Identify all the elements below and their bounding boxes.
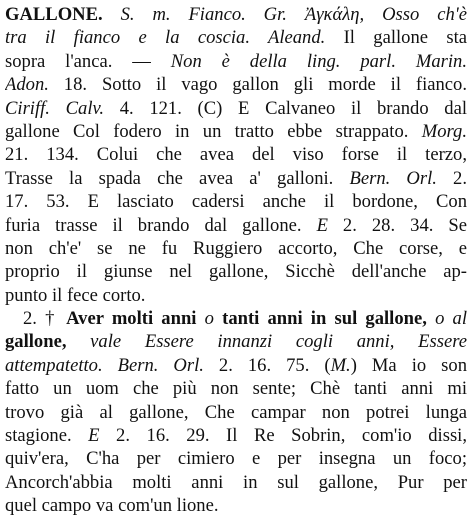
body-text: gallone Col fodero in un tratto ebbe strappato.: [5, 120, 422, 142]
body-text: trovo già al gallone, Che campar non potrei lunga: [5, 401, 467, 423]
headword-text: GALLONE.: [5, 4, 103, 25]
text-line: [5, 190, 467, 213]
italic-text: o: [204, 308, 214, 330]
italic-text: Adon.: [5, 74, 49, 96]
text-line: [5, 330, 467, 353]
body-text: Trasse la spada che avea a' galloni.: [5, 167, 350, 189]
text-line: [5, 167, 467, 190]
italic-text: attempatetto. Bern. Orl.: [5, 354, 204, 376]
body-text: [196, 308, 204, 329]
text-line: [5, 424, 467, 447]
text-line: [5, 284, 467, 307]
body-text: 2. †: [23, 308, 67, 330]
italic-text: Morg.: [421, 120, 467, 142]
body-text: 17. 53. E lasciato cadersi anche il bordone, Con: [5, 191, 467, 213]
body-text: 18. Sotto il vago gallon gli morde il fianco.: [48, 74, 467, 96]
body-text: 2. 16. 29. Il Re Sobrin, com'io dissi,: [99, 425, 467, 447]
text-line: [5, 377, 467, 400]
text-line: [5, 120, 467, 143]
body-text: furia trasse il brando dal gallone.: [5, 214, 317, 236]
body-text: sopra l'anca. —: [5, 50, 171, 72]
body-text: [103, 4, 121, 25]
italic-text: E: [316, 214, 328, 236]
body-text: [287, 4, 305, 25]
body-text: Il gallone sta: [325, 27, 467, 49]
body-text: [66, 331, 90, 352]
body-text: punto il fece corto.: [5, 284, 146, 306]
text-line: [5, 3, 467, 26]
body-text: Ancorch'abbia molti anni in sul gallone, Pur per: [5, 471, 467, 493]
text-line: [5, 214, 467, 237]
italic-text: S. m. Fianco. Gr.: [120, 4, 287, 25]
text-line: [5, 73, 467, 96]
text-line: [5, 494, 467, 517]
text-line: [5, 143, 467, 166]
italic-text: Ciriff. Calv.: [5, 97, 105, 119]
italic-text: Bern. Orl.: [349, 167, 437, 189]
body-text: non ch'e' se ne fu Ruggiero accorto, Che corse, e: [5, 237, 467, 259]
italic-text: tra il fianco e la coscia. Aleand.: [5, 27, 326, 49]
text-line: [5, 471, 467, 494]
italic-text: o al: [435, 308, 467, 330]
text-line: [5, 307, 467, 330]
body-text: 21. 134. Colui che avea del viso forse il terzo,: [5, 144, 467, 166]
headword-text: gallone,: [5, 331, 67, 353]
body-text: quiv'era, C'ha per cimiero e per insegna un foco;: [5, 448, 467, 470]
italic-text: vale Essere innanzi cogli anni, Essere: [90, 331, 467, 353]
body-text: stagione.: [5, 425, 89, 447]
text-line: [5, 237, 467, 260]
body-text: 4. 121. (C) E Calvaneo il brando dal: [104, 97, 467, 119]
text-line: [5, 50, 467, 73]
headword-text: Aver molti anni: [66, 308, 197, 330]
text-line: [5, 260, 467, 283]
body-text: [214, 308, 222, 329]
headword-text: tanti anni in sul gallone,: [222, 308, 427, 330]
italic-text: Non è della ling. parl. Marin.: [170, 50, 467, 72]
italic-text: Ἀγκάλη, Osso ch'è: [304, 4, 467, 25]
text-line: [5, 401, 467, 424]
text-line: [5, 447, 467, 470]
body-text: 2. 28. 34. Se: [327, 214, 467, 236]
text-line: [5, 26, 467, 49]
body-text: [427, 308, 435, 329]
body-text: proprio il giunse nel gallone, Sicchè dell'anche ap-: [5, 261, 467, 283]
italic-text: M.: [330, 354, 351, 376]
body-text: 2. 16. 75. (: [203, 354, 331, 376]
italic-text: E: [88, 425, 100, 447]
text-line: [5, 354, 467, 377]
body-text: ) Ma io son: [350, 354, 467, 376]
text-line: [5, 97, 467, 120]
dictionary-entry-gallone: [5, 3, 467, 518]
body-text: 2.: [436, 167, 467, 189]
body-text: fatto un uom che più non sente; Chè tanti anni mi: [5, 378, 467, 400]
body-text: quel campo va com'un lione.: [5, 495, 219, 517]
